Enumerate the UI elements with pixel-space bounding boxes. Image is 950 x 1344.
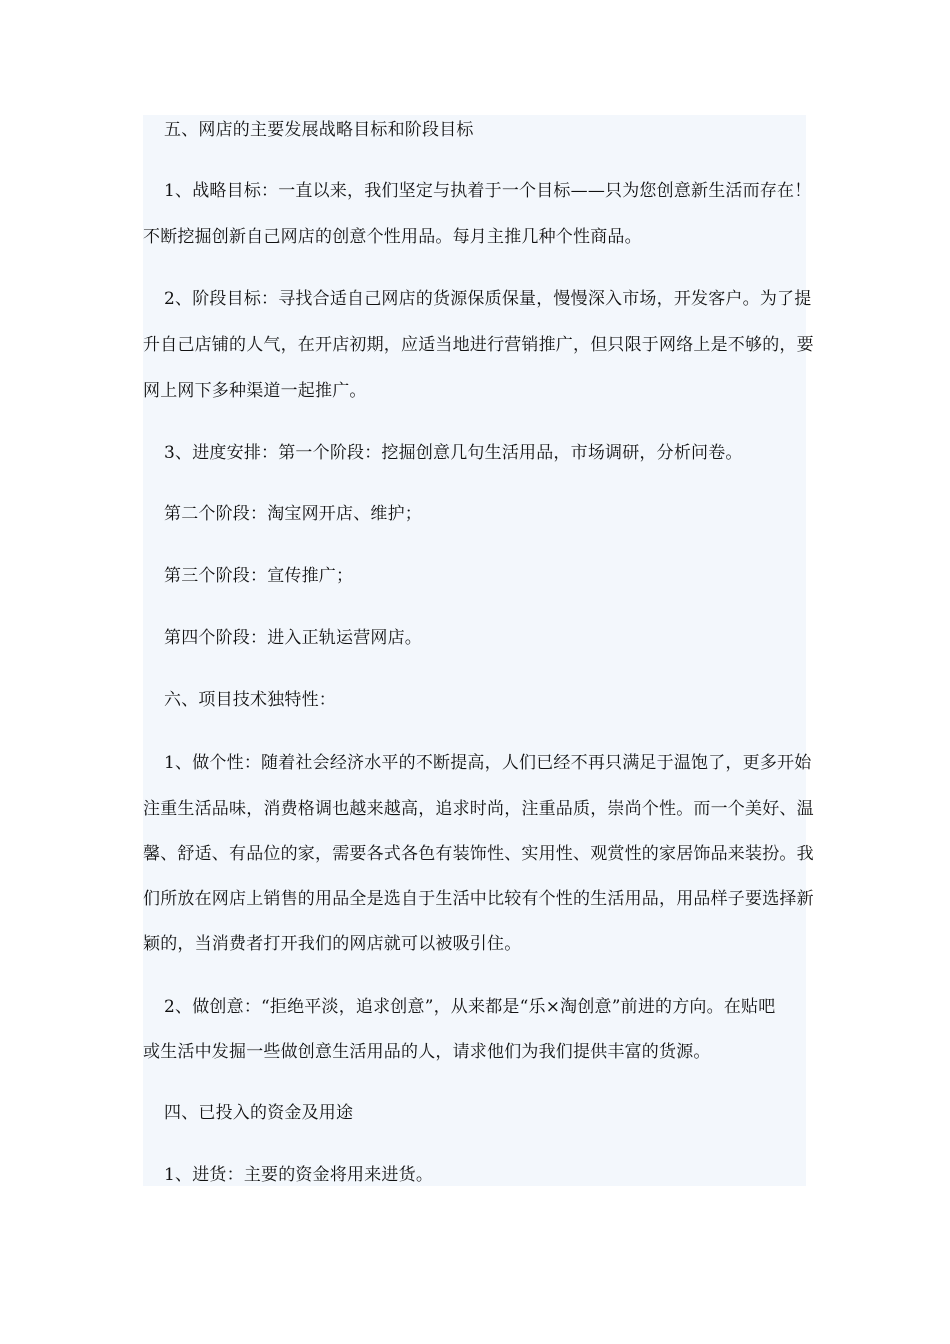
paragraph-line: 第四个阶段：进入正轨运营网店。 — [164, 628, 422, 648]
paragraph-line: 第二个阶段：淘宝网开店、维护； — [164, 504, 422, 524]
section-heading-five: 五、网店的主要发展战略目标和阶段目标 — [164, 120, 474, 140]
paragraph-line: 或生活中发掘一些做创意生活用品的人，请求他们为我们提供丰富的货源。 — [143, 1042, 711, 1062]
paragraph-line: 第三个阶段：宣传推广； — [164, 566, 354, 586]
paragraph-line: 不断挖掘创新自己网店的创意个性用品。每月主推几种个性商品。 — [143, 227, 642, 247]
paragraph-line: 1、进货：主要的资金将用来进货。 — [164, 1165, 434, 1185]
section-heading-four: 四、已投入的资金及用途 — [164, 1103, 354, 1123]
paragraph-line: 们所放在网店上销售的用品全是选自于生活中比较有个性的生活用品，用品样子要选择新 — [143, 889, 814, 909]
paragraph-line: 3、进度安排：第一个阶段：挖掘创意几句生活用品，市场调研，分析问卷。 — [164, 443, 743, 463]
document-body — [143, 115, 814, 1186]
paragraph-line: 颖的，当消费者打开我们的网店就可以被吸引住。 — [143, 934, 522, 954]
paragraph-line: 注重生活品味，消费格调也越来越高，追求时尚，注重品质，崇尚个性。而一个美好、温 — [143, 799, 814, 819]
paragraph-line: 升自己店铺的人气，在开店初期，应适当地进行营销推广，但只限于网络上是不够的，要 — [143, 335, 814, 355]
paragraph-line: 网上网下多种渠道一起推广。 — [143, 381, 367, 401]
paragraph-line: 1、战略目标：一直以来，我们坚定与执着于一个目标——只为您创意新生活而存在！ — [164, 181, 812, 201]
paragraph-line: 2、阶段目标：寻找合适自己网店的货源保质保量，慢慢深入市场，开发客户。为了提 — [164, 289, 812, 309]
paragraph-line: 馨、舒适、有品位的家，需要各式各色有装饰性、实用性、观赏性的家居饰品来装扮。我 — [143, 844, 814, 864]
paragraph-line: 1、做个性：随着社会经济水平的不断提高，人们已经不再只满足于温饱了，更多开始 — [164, 753, 812, 773]
section-heading-six: 六、项目技术独特性： — [164, 690, 336, 710]
paragraph-line: 2、做创意：“拒绝平淡，追求创意”，从来都是“乐×淘创意”前进的方向。在贴吧 — [164, 997, 776, 1017]
